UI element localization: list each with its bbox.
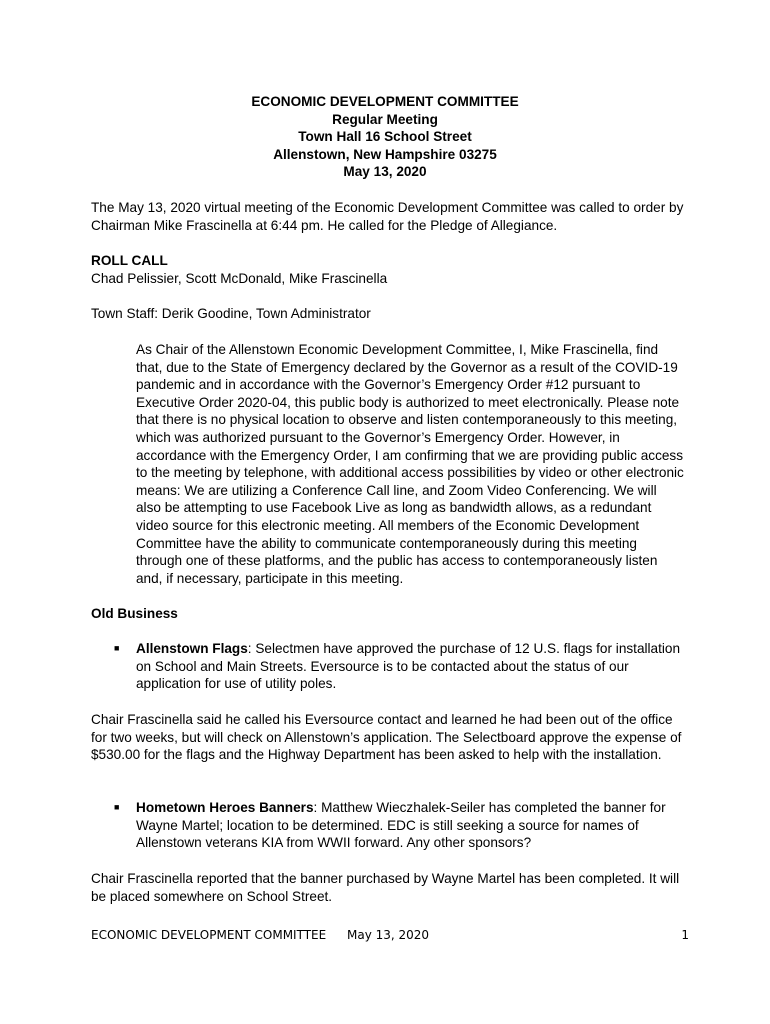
banners-followup: Chair Frascinella reported that the banner purchased by Wayne Martel has been completed. It will be placed somewhere on School Street. xyxy=(91,871,680,904)
roll-call-members: Chad Pelissier, Scott McDonald, Mike Frascinella xyxy=(91,271,388,286)
meeting-date: May 13, 2020 xyxy=(343,164,427,180)
old-business-heading: Old Business xyxy=(91,606,178,621)
item-description: : Selectmen have approved the purchase of 12 U.S. flags for installation on School and Main Streets. Eversource is to be contacted about the status of our application for use of utility poles. xyxy=(136,641,681,692)
footer-title: ECONOMIC DEVELOPMENT COMMITTEE xyxy=(91,928,327,942)
bullet-icon: ■ xyxy=(114,802,120,812)
meeting-town: Allenstown, New Hampshire 03275 xyxy=(273,146,497,162)
list-item-text xyxy=(136,640,684,693)
page-number: 1 xyxy=(681,928,689,942)
footer-date: May 13, 2020 xyxy=(347,928,430,942)
flags-followup: Chair Frascinella said he called his Eversource contact and learned he had been out of the office for two weeks, but will check on Allenstown’s application. The Selectboard approve the expense of $530.00 for the flags and the Highway Department has been asked to help with the installation. xyxy=(91,712,682,763)
meeting-type: Regular Meeting xyxy=(332,111,438,127)
bullet-icon: ■ xyxy=(114,643,120,653)
list-item-text xyxy=(136,799,684,852)
item-title: Allenstown Flags xyxy=(136,641,248,656)
item-title: Hometown Heroes Banners xyxy=(136,800,314,815)
roll-call-heading: ROLL CALL xyxy=(91,253,168,268)
intro-paragraph: The May 13, 2020 virtual meeting of the Economic Development Committee was called to order by Chairman Mike Frascinella at 6:44 pm. He called for the Pledge of Allegiance. xyxy=(91,200,684,233)
emergency-statement: As Chair of the Allenstown Economic Development Committee, I, Mike Frascinella, find that, due to the State of Emergency declared by the Governor as a result of the COVID-19 pandemic and in accordance with the Governor’s Emergency Order #12 pursuant to Executive Order 2020-04, this public body is authorized to meet electronically. Please note that there is no physical location to observe and listen contemporaneously to this meeting, which was authorized pursuant to the Governor’s Emergency Order. However, in accordance with the Emergency Order, I am confirming that we are providing public access to the meeting by telephone, with additional access possibilities by video or other electronic means: We are utilizing a Conference Call line, and Zoom Video Conferencing. We will also be attempting to use Facebook Live as long as bandwidth allows, as a redundant video source for this electronic meeting. All members of the Economic Development Committee have the ability to communicate contemporaneously during this meeting through one of these platforms, and the public has access to contemporaneously listen and, if necessary, participate in this meeting. xyxy=(136,342,684,586)
item-description: : Matthew Wieczhalek-Seiler has completed the banner for Wayne Martel; location to be determined. EDC is still seeking a source for names of Allenstown veterans KIA from WWII forward. Any other sponsors? xyxy=(136,800,666,851)
meeting-location: Town Hall 16 School Street xyxy=(298,129,472,145)
town-staff: Town Staff: Derik Goodine, Town Administrator xyxy=(91,306,371,321)
committee-title: ECONOMIC DEVELOPMENT COMMITTEE xyxy=(251,94,519,109)
document-header xyxy=(0,93,770,181)
